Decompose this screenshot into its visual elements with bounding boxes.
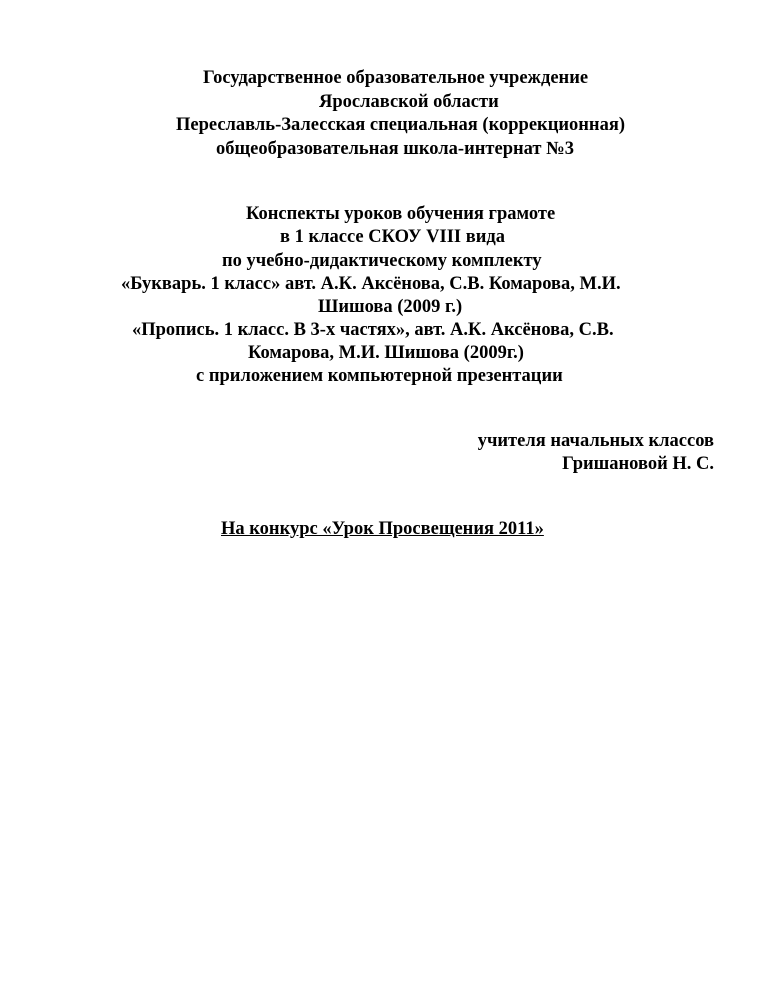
institution-line-4: общеобразовательная школа-интернат №3: [216, 139, 574, 159]
author-line-2: Гришановой Н. С.: [562, 454, 714, 474]
institution-line-2: Ярославской области: [319, 92, 499, 112]
author-line-1: учителя начальных классов: [477, 431, 714, 451]
title-line-6: «Пропись. 1 класс. В 3-х частях», авт. А.К. Аксёнова, С.В.: [132, 320, 614, 340]
institution-line-1: Государственное образовательное учреждение: [203, 68, 589, 88]
title-line-1: Конспекты уроков обучения грамоте: [246, 204, 556, 224]
title-line-7: Комарова, М.И. Шишова (2009г.): [248, 343, 524, 363]
contest-line: На конкурс «Урок Просвещения 2011»: [221, 519, 544, 539]
title-line-8: с приложением компьютерной презентации: [196, 366, 563, 386]
title-line-5: Шишова (2009 г.): [318, 297, 463, 317]
title-line-2: в 1 классе СКОУ VIII вида: [280, 227, 505, 247]
title-line-3: по учебно-дидактическому комплекту: [222, 251, 542, 271]
institution-line-3: Переславль-Залесская специальная (коррекционная): [176, 115, 626, 135]
title-line-4: «Букварь. 1 класс» авт. А.К. Аксёнова, С.В. Комарова, М.И.: [121, 274, 621, 294]
